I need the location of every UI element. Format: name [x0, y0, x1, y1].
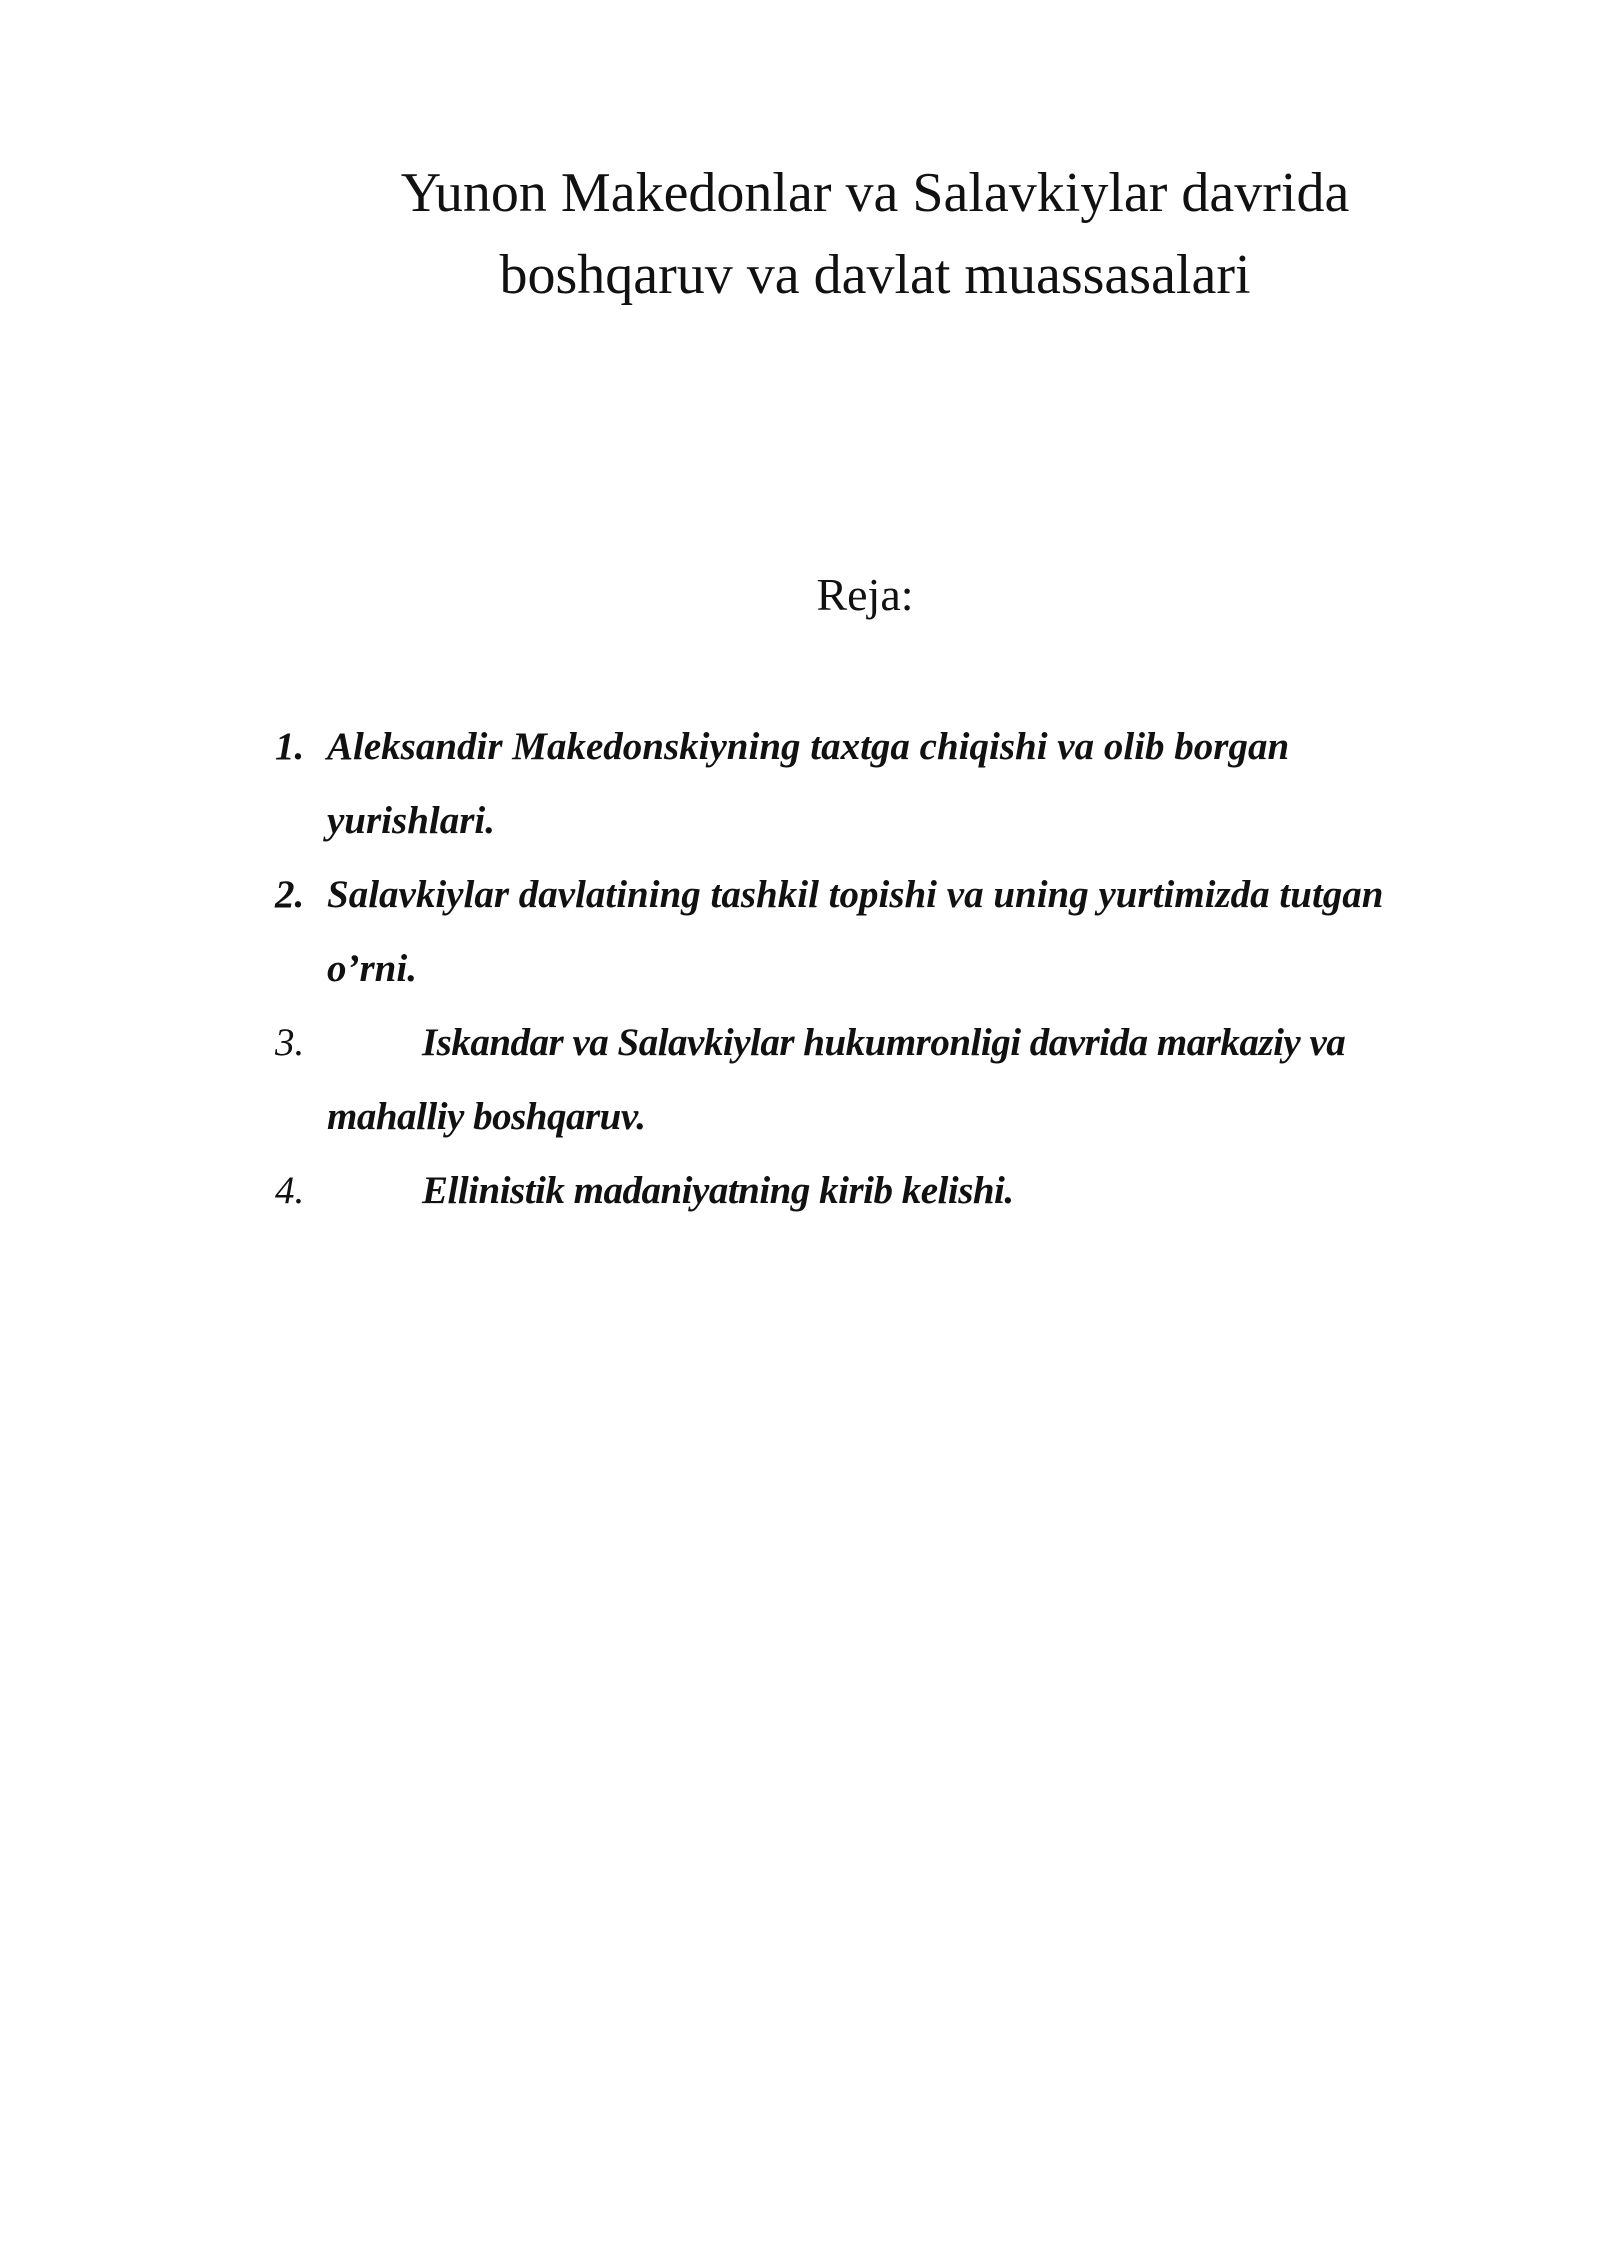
plan-item-text: Salavkiylar davlatining tashkil topishi va uning yurtimizda tutgan o’rni. [327, 873, 1384, 990]
plan-item-3 [275, 1006, 1425, 1154]
plan-item-number: 2. [275, 873, 305, 916]
plan-item-1 [275, 710, 1425, 858]
plan-item-number: 4. [275, 1169, 305, 1212]
plan-heading: Reja: [816, 569, 914, 620]
document-title [250, 152, 1500, 316]
plan-item-number: 3. [275, 1021, 305, 1064]
plan-item-text: Iskandar va Salavkiylar hukumronligi davrida markaziy va mahalliy boshqaruv. [327, 1021, 1346, 1138]
plan-item-text: Ellinistik madaniyatning kirib kelishi. [422, 1169, 1014, 1212]
document-title-line-1: Yunon Makedonlar va Salavkiylar davrida [400, 162, 1350, 224]
document-title-line-2: boshqaruv va davlat muassasalari [499, 244, 1251, 306]
plan-item-number: 1. [275, 725, 305, 768]
plan-item-2 [275, 858, 1425, 1006]
plan-item-text: Aleksandir Makedonskiyning taxtga chiqishi va olib borgan yurishlari. [327, 725, 1290, 842]
plan-item-4 [275, 1154, 1425, 1228]
